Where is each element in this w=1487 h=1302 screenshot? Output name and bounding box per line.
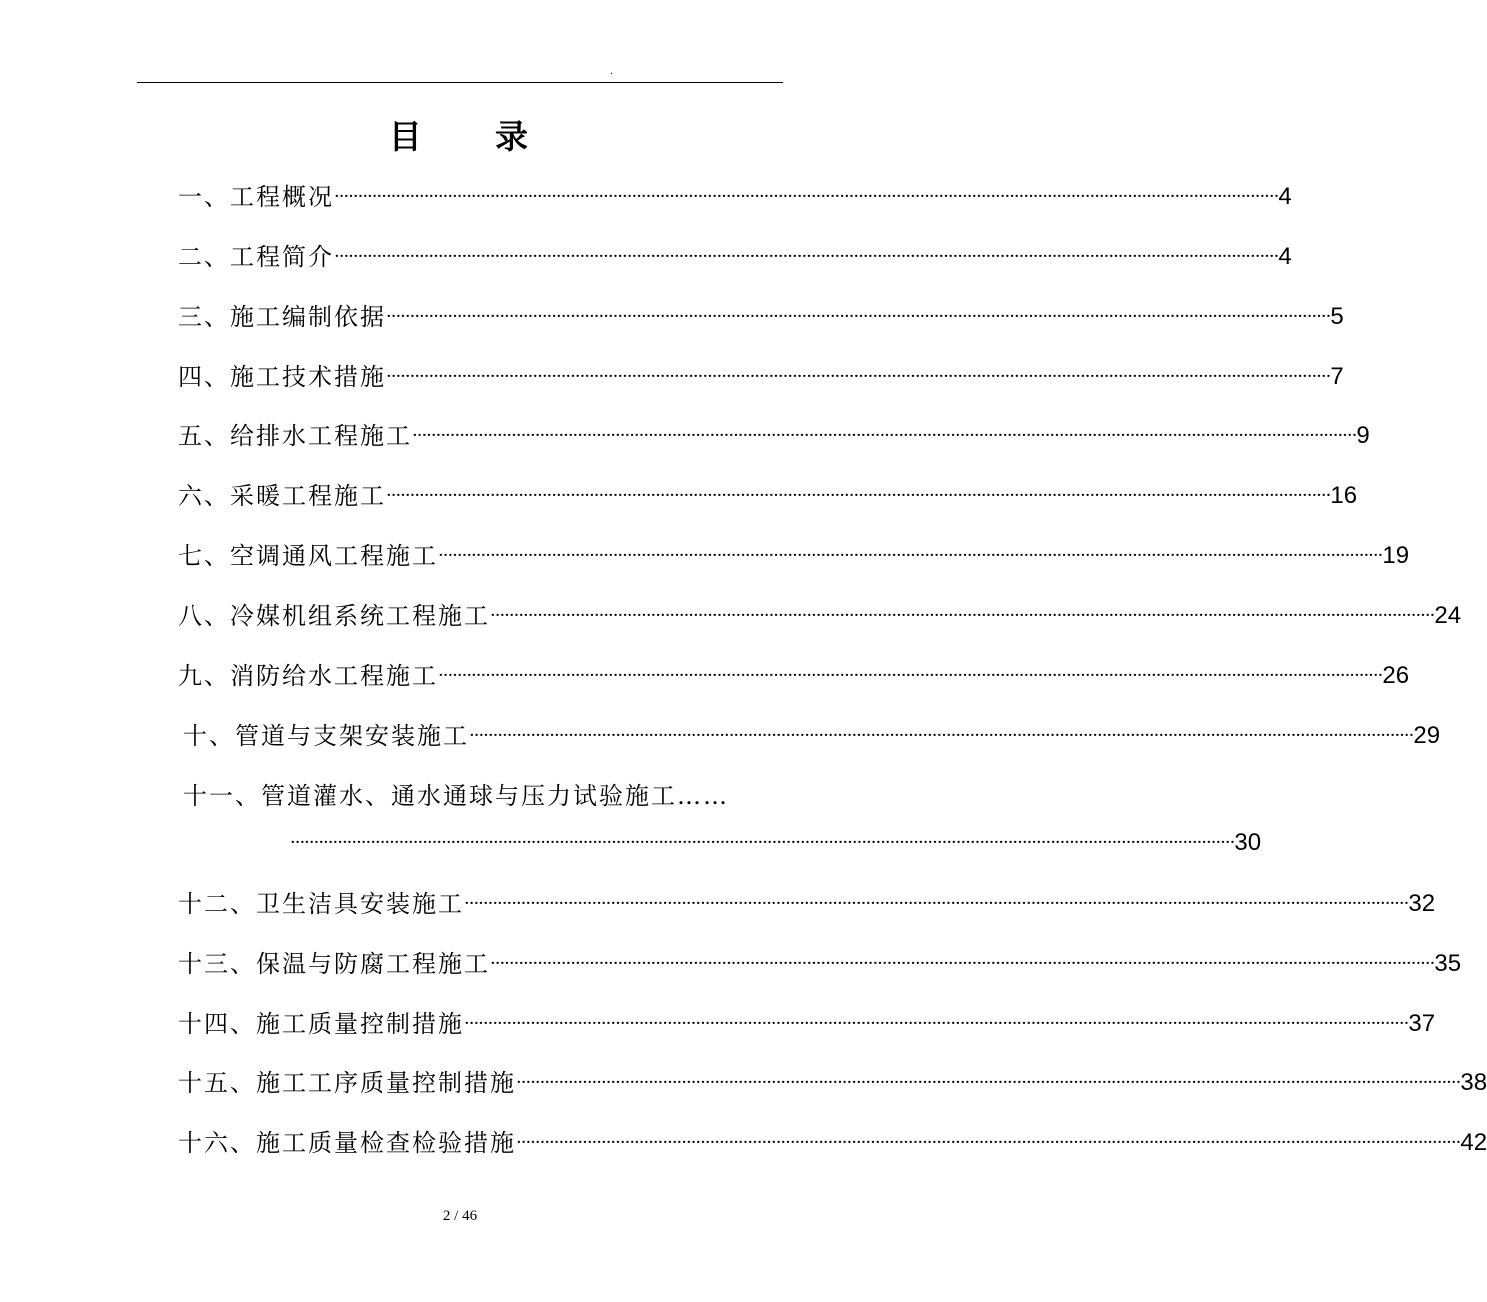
toc-leader-dots: ········································································································································································································: [464, 893, 1409, 914]
toc-entry[interactable]: [178, 999, 1436, 1039]
toc-entry[interactable]: [178, 939, 1462, 979]
page-indicator: 2 / 46: [442, 1208, 478, 1224]
toc-entry-label: 三、施工编制依据: [178, 303, 386, 331]
toc-entry[interactable]: [183, 711, 1441, 751]
toc-leader-dots: ········································································································································································································: [469, 725, 1414, 746]
toc-entry[interactable]: [178, 1058, 1487, 1098]
toc-entry[interactable]: [178, 1118, 1487, 1158]
toc-entry-page: 26: [1382, 662, 1410, 689]
toc-title-right: 录: [495, 117, 532, 156]
toc-entry-page: 29: [1413, 722, 1441, 749]
toc-entry-page: 32: [1408, 890, 1436, 917]
toc-entry-page: 42: [1460, 1129, 1487, 1156]
toc-entry[interactable]: [178, 172, 1292, 212]
toc-entry[interactable]: [178, 292, 1344, 332]
toc-leader-dots: ········································································································································································································: [334, 246, 1279, 267]
toc-leader-dots: ········································································································································································································: [438, 665, 1383, 686]
toc-title: [0, 112, 920, 162]
toc-entry-label: 十、管道与支架安装施工: [183, 722, 469, 750]
toc-entry[interactable]: [178, 352, 1344, 392]
toc-entry-page: 9: [1356, 422, 1370, 449]
toc-entry-page: 37: [1408, 1010, 1436, 1037]
toc-entry-page: 5: [1330, 303, 1344, 330]
toc-entry[interactable]: [178, 651, 1410, 691]
toc-leader-dots: ········································································································································································································: [464, 1013, 1409, 1034]
toc-entry-page: 19: [1382, 542, 1410, 569]
toc-leader-dots: ········································································································································································································: [412, 425, 1357, 446]
toc-entry-label: 八、冷媒机组系统工程施工: [178, 602, 490, 630]
toc-entry-page: 16: [1330, 482, 1358, 509]
toc-leader-dots: ········································································································································································································: [516, 1072, 1461, 1093]
toc-leader-dots: ········································································································································································································: [290, 832, 1235, 853]
toc-entry[interactable]: [183, 771, 785, 811]
toc-entry-label: 七、空调通风工程施工: [178, 542, 438, 570]
toc-entry-label: 九、消防给水工程施工: [178, 662, 438, 690]
toc-entry-label: 十三、保温与防腐工程施工: [178, 950, 490, 978]
header-rule: [137, 82, 783, 83]
toc-entry-page: 30: [1234, 829, 1262, 856]
toc-entry-label: 十二、卫生洁具安装施工: [178, 890, 464, 918]
toc-entry-page: 7: [1330, 363, 1344, 390]
toc-entry[interactable]: [178, 232, 1292, 272]
toc-leader-dots: ········································································································································································································: [386, 485, 1331, 506]
toc-leader-dots: ········································································································································································································: [334, 186, 1279, 207]
toc-leader-dots: ········································································································································································································: [386, 366, 1331, 387]
toc-entry-continuation[interactable]: [290, 818, 1262, 858]
toc-entry-label: 五、给排水工程施工: [178, 422, 412, 450]
toc-entry-page: 35: [1434, 950, 1462, 977]
toc-entry-page: 38: [1460, 1069, 1487, 1096]
toc-entry[interactable]: [178, 411, 1370, 451]
toc-entry-page: 4: [1278, 243, 1292, 270]
toc-leader-dots: ········································································································································································································: [386, 306, 1331, 327]
toc-entry-label: 六、采暖工程施工: [178, 482, 386, 510]
toc-leader-dots: ········································································································································································································: [490, 953, 1435, 974]
toc-entry[interactable]: [178, 531, 1410, 571]
toc-entry-label: 一、工程概况: [178, 183, 334, 211]
toc-entry-label: 十一、管道灌水、通水通球与压力试验施工……: [183, 782, 729, 810]
toc-entry-label: 十五、施工工序质量控制措施: [178, 1069, 516, 1097]
toc-entry[interactable]: [178, 471, 1358, 511]
toc-entry-page: 24: [1434, 602, 1462, 629]
toc-leader-dots: ········································································································································································································: [516, 1132, 1461, 1153]
toc-leader-dots: ········································································································································································································: [438, 545, 1383, 566]
toc-entry-label: 四、施工技术措施: [178, 363, 386, 391]
toc-leader-dots: ········································································································································································································: [490, 605, 1435, 626]
toc-entry-page: 4: [1278, 183, 1292, 210]
toc-entry-label: 十四、施工质量控制措施: [178, 1010, 464, 1038]
toc-entry-label: 十六、施工质量检查检验措施: [178, 1129, 516, 1157]
toc-title-left: 目: [388, 117, 425, 156]
header-mark: .: [610, 66, 614, 77]
toc-entry[interactable]: [178, 591, 1462, 631]
toc-entry-label: 二、工程简介: [178, 243, 334, 271]
toc-entry[interactable]: [178, 879, 1436, 919]
